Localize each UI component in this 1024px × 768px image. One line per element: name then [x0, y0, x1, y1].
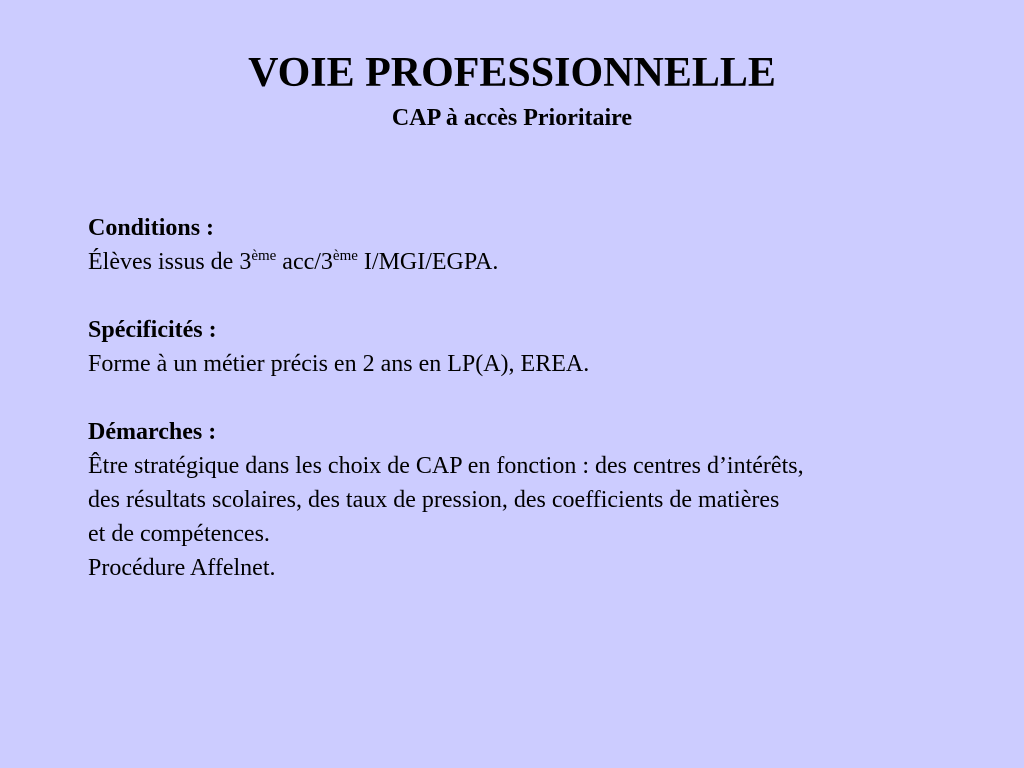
slide-title: VOIE PROFESSIONNELLE	[248, 50, 776, 96]
specificites-section	[88, 313, 988, 381]
demarches-heading: Démarches :	[88, 419, 217, 445]
conditions-heading: Conditions :	[88, 215, 215, 241]
conditions-text-part1: Élèves issus de 3	[88, 249, 252, 275]
conditions-superscript-1: ème	[251, 248, 277, 264]
demarches-line-4: Procédure Affelnet.	[88, 555, 276, 581]
specificites-heading: Spécificités :	[88, 317, 217, 343]
conditions-text-part2: acc/3	[276, 249, 333, 275]
demarches-line-1: Être stratégique dans les choix de CAP en fonction : des centres d’intérêts,	[88, 453, 804, 479]
conditions-text-part3: I/MGI/EGPA.	[357, 249, 499, 275]
conditions-text	[88, 245, 988, 279]
demarches-section	[88, 415, 988, 585]
slide-content	[88, 211, 988, 585]
demarches-line-2: des résultats scolaires, des taux de pression, des coefficients de matières	[88, 487, 780, 513]
conditions-superscript-2: ème	[332, 248, 358, 264]
slide-subtitle: CAP à accès Prioritaire	[391, 105, 633, 131]
conditions-section	[88, 211, 988, 279]
specificites-text: Forme à un métier précis en 2 ans en LP(A), EREA.	[88, 351, 590, 377]
demarches-line-3: et de compétences.	[88, 521, 270, 547]
